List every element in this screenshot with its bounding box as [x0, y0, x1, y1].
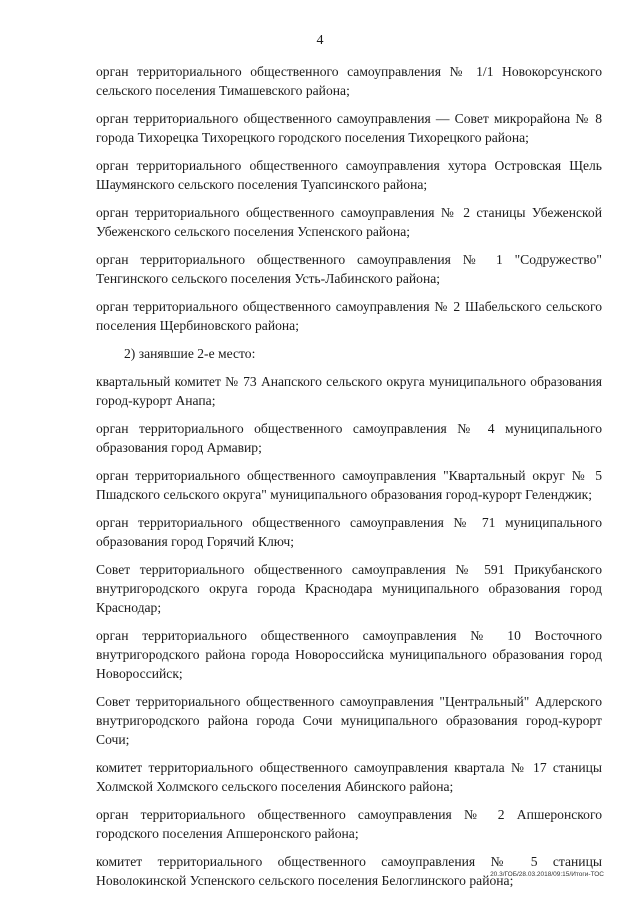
list-item: Совет территориального общественного самоуправления № 591 Прикубанского внутригородского округа города Краснодара муниципального образования город Краснодар; — [96, 562, 602, 615]
page-number: 4 — [316, 33, 324, 48]
list-item: орган территориального общественного самоуправления № 2 станицы Убеженской Убеженского сельского поселения Успенского района; — [96, 205, 602, 239]
list-item: орган территориального общественного самоуправления № 2 Апшеронского городского поселения Апшеронского района; — [96, 807, 602, 841]
list-item: квартальный комитет № 73 Анапского сельского округа муниципального образования город-курорт Анапа; — [96, 374, 602, 408]
list-item: комитет территориального общественного самоуправления № 5 станицы Новолокинской Успенского сельского поселения Белоглинского района; — [96, 854, 602, 888]
list-item: орган территориального общественного самоуправления № 2 Шабельского сельского поселения Щербиновского района; — [96, 299, 602, 333]
document-body — [96, 62, 602, 899]
list-item: комитет территориального общественного самоуправления квартала № 17 станицы Холмской Холмского сельского поселения Абинского района; — [96, 760, 602, 794]
list-item: орган территориального общественного самоуправления хутора Островская Щель Шаумянского сельского поселения Туапсинского района; — [96, 158, 602, 192]
list-item: орган территориального общественного самоуправления № 4 муниципального образования город Армавир; — [96, 421, 602, 455]
section-heading: 2) занявшие 2-е место: — [124, 346, 256, 361]
list-item: Совет территориального общественного самоуправления "Центральный" Адлерского внутригородского района города Сочи муниципального образования город-курорт Сочи; — [96, 694, 602, 747]
list-item: орган территориального общественного самоуправления — Совет микрорайона № 8 города Тихорецка Тихорецкого городского поселения Тихорецкого района; — [96, 111, 602, 145]
list-item: орган территориального общественного самоуправления "Квартальный округ № 5 Пшадского сельского округа" муниципального образования город-курорт Геленджик; — [96, 468, 602, 502]
list-item: орган территориального общественного самоуправления № 1 "Содружество" Тенгинского сельского поселения Усть-Лабинского района; — [96, 252, 602, 286]
list-item: орган территориального общественного самоуправления № 71 муниципального образования город Горячий Ключ; — [96, 515, 602, 549]
list-item: орган территориального общественного самоуправления № 10 Восточного внутригородского района города Новороссийска муниципального образования город Новороссийск; — [96, 628, 602, 681]
document-code: 20.3/ГОБ/28.03.2018/09:15/Итоги-ТОС — [490, 871, 604, 878]
list-item: орган территориального общественного самоуправления № 1/1 Новокорсунского сельского поселения Тимашевского района; — [96, 64, 602, 98]
